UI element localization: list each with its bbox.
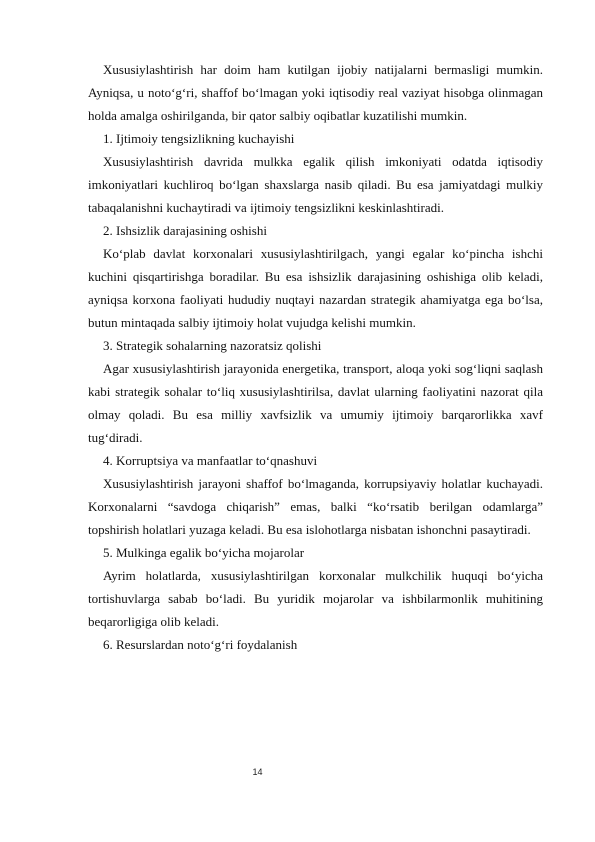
document-body — [88, 58, 543, 656]
section-paragraph-3: Agar xususiylashtirish jarayonida energetika, transport, aloqa yoki sog‘liqni saqlash kabi strategik sohalar to‘liq xususiylashtirilsa, davlat ularning faoliyatini nazorat qila olmay qoladi. Bu esa milliy xavfsizlik va umumiy ijtimoiy barqarorlikka xavf tug‘diradi. — [88, 361, 543, 445]
section-paragraph-2: Ko‘plab davlat korxonalari xususiylashtirilgach, yangi egalar ko‘pincha ishchi kuchini qisqartirishga boradilar. Bu esa ishsizlik darajasining oshishiga olib keladi, ayniqsa korxona faoliyati hududiy nuqtayi nazardan strategik ahamiyatga ega bo‘lsa, butun mintaqada salbiy ijtimoiy holat vujudga kelishi mumkin. — [88, 246, 543, 330]
section-heading-3: 3. Strategik sohalarning nazoratsiz qolishi — [103, 338, 322, 353]
intro-paragraph: Xususiylashtirish har doim ham kutilgan ijobiy natijalarni bermasligi mumkin. Ayniqsa, u noto‘g‘ri, shaffof bo‘lmagan yoki iqtisodiy real vaziyat hisobga olinmagan holda amalga oshirilganda, bir qator salbiy oqibatlar kuzatilishi mumkin. — [88, 62, 543, 123]
section-heading-1: 1. Ijtimoiy tengsizlikning kuchayishi — [103, 131, 295, 146]
section-heading-4: 4. Korruptsiya va manfaatlar to‘qnashuvi — [103, 453, 318, 468]
section-heading-6: 6. Resurslardan noto‘g‘ri foydalanish — [103, 637, 298, 652]
section-heading-2: 2. Ishsizlik darajasining oshishi — [103, 223, 267, 238]
section-paragraph-5: Ayrim holatlarda, xususiylashtirilgan korxonalar mulkchilik huquqi bo‘yicha tortishuvlarga sabab bo‘ladi. Bu yuridik mojarolar va ishbilarmonlik muhitining beqarorligiga olib keladi. — [88, 568, 543, 629]
section-paragraph-1: Xususiylashtirish davrida mulkka egalik qilish imkoniyati odatda iqtisodiy imkoniyatlari kuchliroq bo‘lgan shaxslarga nasib qiladi. Bu esa jamiyatdagi mulkiy tabaqalanishni kuchaytiradi va ijtimoiy tengsizlikni keskinlashtiradi. — [88, 154, 543, 215]
page-number: 14 — [252, 767, 263, 777]
section-paragraph-4: Xususiylashtirish jarayoni shaffof bo‘lmaganda, korrupsiyaviy holatlar kuchayadi. Korxonalarni “savdoga chiqarish” emas, balki “ko‘rsatib berilgan odamlarga” topshirish holatlari yuzaga keladi. Bu esa islohotlarga nisbatan ishonchni pasaytiradi. — [88, 476, 543, 537]
section-heading-5: 5. Mulkinga egalik bo‘yicha mojarolar — [103, 545, 305, 560]
